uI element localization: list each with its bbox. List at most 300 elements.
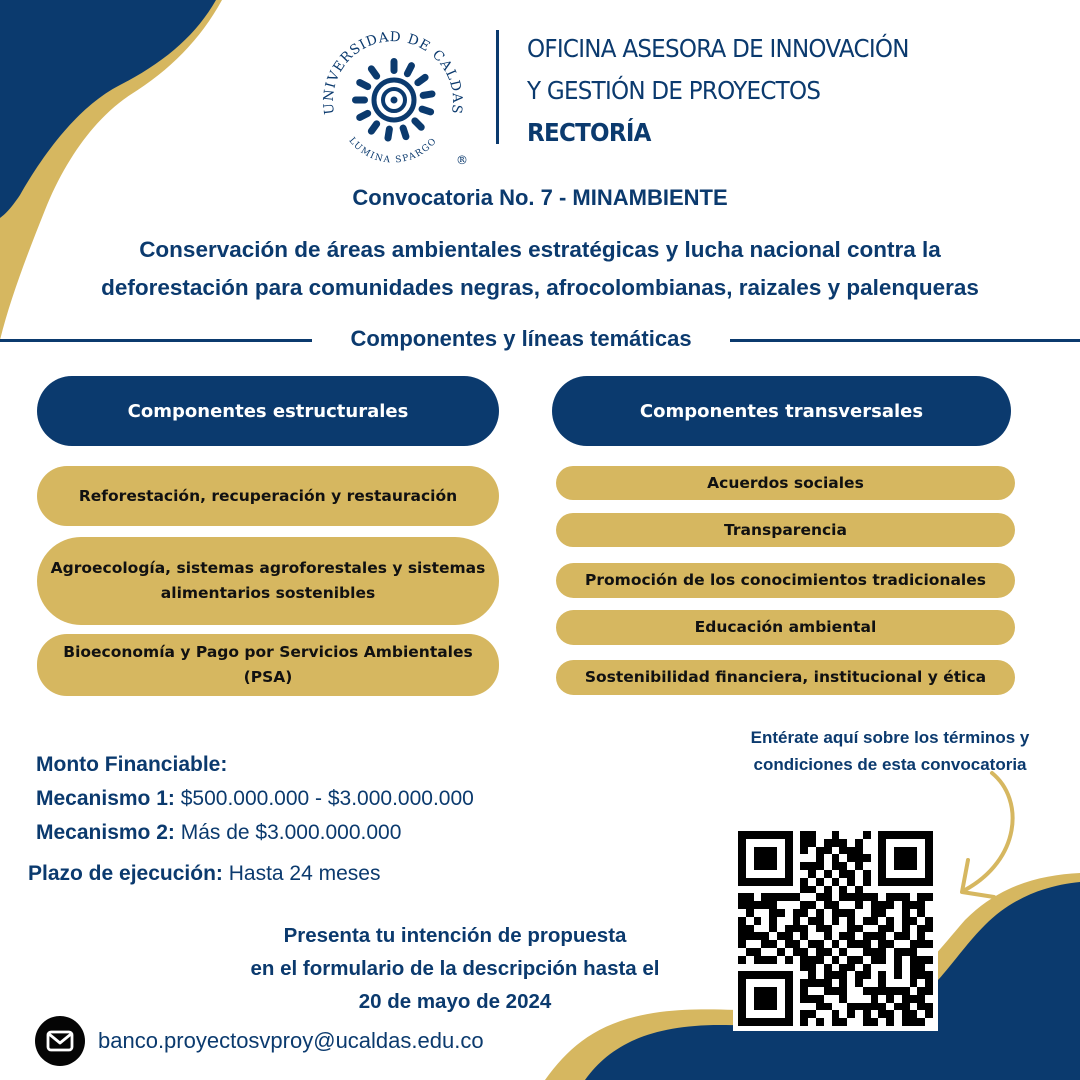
qr-module [847,893,855,901]
qr-module [746,987,754,995]
qr-module [746,862,754,870]
transversal-item-transparencia: Transparencia [556,513,1015,547]
qr-module [800,831,808,839]
qr-module [855,987,863,995]
qr-module [847,870,855,878]
qr-module [808,1018,816,1026]
qr-module [855,1010,863,1018]
qr-module [746,831,754,839]
qr-module [863,956,871,964]
qr-module [738,1018,746,1026]
qr-module [917,886,925,894]
qr-module [824,925,832,933]
qr-module [832,909,840,917]
qr-module [800,971,808,979]
qr-module [761,917,769,925]
qr-module [808,956,816,964]
execution-term [28,862,380,886]
qr-module [754,940,762,948]
qr-module [754,917,762,925]
qr-module [917,1018,925,1026]
qr-module [793,909,801,917]
qr-module [816,956,824,964]
qr-module [847,839,855,847]
qr-module [824,948,832,956]
qr-module [878,964,886,972]
qr-module [917,987,925,995]
contact-email-row[interactable] [35,1016,484,1066]
qr-module [785,854,793,862]
qr-module [855,940,863,948]
section-heading-label: Componentes y líneas temáticas [350,326,692,351]
qr-module [894,862,902,870]
qr-module [785,878,793,886]
qr-module [871,1018,879,1026]
qr-module [894,839,902,847]
contact-email-link[interactable]: banco.proyectosvproy@ucaldas.edu.co [98,1028,484,1053]
qr-module [738,886,746,894]
qr-module [785,987,793,995]
qr-module [910,839,918,847]
qr-module [871,971,879,979]
qr-module [832,1018,840,1026]
qr-module [754,854,762,862]
mechanism2-label: Mecanismo 2: [36,821,175,844]
qr-module [886,1010,894,1018]
qr-module [925,839,933,847]
funding-info [36,748,474,850]
qr-module [777,979,785,987]
qr-module [855,909,863,917]
qr-module [917,932,925,940]
qr-module [785,995,793,1003]
qr-module [871,956,879,964]
qr-module [816,878,824,886]
qr-module [863,987,871,995]
qr-module [769,839,777,847]
qr-module [800,862,808,870]
qr-module [839,948,847,956]
qr-module [855,1018,863,1026]
qr-module [910,971,918,979]
qr-module [816,971,824,979]
qr-module [917,909,925,917]
qr-module [754,956,762,964]
qr-module [855,979,863,987]
qr-module [761,886,769,894]
qr-module [824,893,832,901]
qr-module [855,948,863,956]
qr-module [832,839,840,847]
qr-module [894,1018,902,1026]
qr-module [925,886,933,894]
qr-module [777,847,785,855]
qr-module [871,862,879,870]
qr-module [761,956,769,964]
qr-module [910,940,918,948]
qr-module [886,1018,894,1026]
qr-module [886,917,894,925]
qr-module [902,886,910,894]
qr-module [746,948,754,956]
qr-module [808,909,816,917]
qr-module [754,901,762,909]
qr-module [754,925,762,933]
qr-module [785,870,793,878]
cta-line1: Presenta tu intención de propuesta [283,924,627,947]
qr-module [777,995,785,1003]
qr-module [738,956,746,964]
qr-module [754,847,762,855]
registered-mark: ® [456,153,468,167]
qr-module [871,886,879,894]
qr-code[interactable] [733,826,938,1031]
qr-module [871,987,879,995]
qr-module [855,831,863,839]
qr-module [777,839,785,847]
qr-module [863,893,871,901]
qr-module [855,964,863,972]
qr-module [816,1003,824,1011]
qr-module [832,948,840,956]
qr-module [910,987,918,995]
qr-module [863,886,871,894]
qr-module [886,870,894,878]
qr-module [847,987,855,995]
qr-module [816,847,824,855]
section-heading [0,326,1080,356]
qr-module [816,831,824,839]
qr-module [785,862,793,870]
transversal-item-educacion: Educación ambiental [556,610,1015,645]
qr-module [816,995,824,1003]
qr-module [800,1003,808,1011]
qr-module [902,862,910,870]
qr-module [910,909,918,917]
qr-module [910,893,918,901]
qr-module [785,901,793,909]
qr-module [855,878,863,886]
qr-module [855,886,863,894]
qr-module [925,917,933,925]
qr-module [761,893,769,901]
qr-module [746,1018,754,1026]
qr-module [855,854,863,862]
qr-module [808,971,816,979]
call-to-action [210,919,700,1018]
mechanism1-value: $500.000.000 - $3.000.000.000 [180,787,474,810]
qr-module [863,917,871,925]
qr-module [871,854,879,862]
qr-module [832,847,840,855]
qr-module [847,971,855,979]
qr-module [777,901,785,909]
qr-module [832,956,840,964]
qr-module [902,917,910,925]
qr-module [824,956,832,964]
qr-module [769,901,777,909]
qr-module [777,878,785,886]
qr-caption-line2: condiciones de esta convocatoria [753,755,1027,774]
qr-module [925,948,933,956]
qr-module [894,831,902,839]
qr-module [886,932,894,940]
qr-module [746,878,754,886]
qr-module [910,1003,918,1011]
qr-module [839,940,847,948]
qr-module [793,979,801,987]
qr-module [800,886,808,894]
qr-module [769,1010,777,1018]
qr-module [878,917,886,925]
qr-module [855,917,863,925]
qr-module [785,964,793,972]
qr-module [800,940,808,948]
qr-module [902,964,910,972]
qr-module [839,1018,847,1026]
qr-module [910,847,918,855]
qr-module [886,948,894,956]
qr-module [878,886,886,894]
qr-module [878,995,886,1003]
qr-module [917,995,925,1003]
qr-module [902,854,910,862]
qr-module [785,831,793,839]
qr-module [832,971,840,979]
qr-module [902,940,910,948]
qr-module [847,1003,855,1011]
qr-module [878,932,886,940]
qr-module [754,886,762,894]
qr-module [847,932,855,940]
qr-module [769,964,777,972]
qr-module [871,893,879,901]
qr-module [910,964,918,972]
qr-module [800,909,808,917]
qr-module [847,979,855,987]
qr-module [785,893,793,901]
qr-module [863,901,871,909]
qr-module [925,979,933,987]
qr-module [910,886,918,894]
qr-module [754,909,762,917]
qr-module [761,979,769,987]
qr-module [808,925,816,933]
transversal-components-header: Componentes transversales [552,376,1011,446]
mechanism1-label: Mecanismo 1: [36,787,175,810]
qr-module [777,862,785,870]
qr-module [800,893,808,901]
qr-module [793,995,801,1003]
qr-module [761,831,769,839]
qr-module [754,932,762,940]
qr-module [824,1010,832,1018]
qr-module [902,893,910,901]
qr-module [808,878,816,886]
qr-module [902,971,910,979]
qr-module [832,1003,840,1011]
qr-module [754,971,762,979]
qr-module [902,901,910,909]
qr-module [832,917,840,925]
qr-module [793,987,801,995]
qr-module [878,971,886,979]
qr-module [847,1018,855,1026]
qr-module [785,979,793,987]
qr-module [754,870,762,878]
qr-module [761,964,769,972]
qr-module [754,948,762,956]
qr-module [902,948,910,956]
qr-module [808,839,816,847]
qr-module [785,886,793,894]
qr-module [863,831,871,839]
qr-module [746,1003,754,1011]
qr-module [894,909,902,917]
qr-module [839,925,847,933]
qr-module [800,956,808,964]
qr-module [839,995,847,1003]
qr-module [769,956,777,964]
qr-module [839,886,847,894]
qr-module [902,878,910,886]
qr-module [847,956,855,964]
qr-module [839,847,847,855]
qr-module [855,932,863,940]
qr-module [917,956,925,964]
qr-module [769,909,777,917]
qr-module [800,854,808,862]
qr-module [871,964,879,972]
qr-module [746,886,754,894]
qr-module [824,909,832,917]
qr-module [800,870,808,878]
qr-module [839,971,847,979]
qr-module [777,987,785,995]
qr-module [910,925,918,933]
qr-module [761,839,769,847]
qr-module [746,995,754,1003]
qr-module [832,901,840,909]
qr-module [761,932,769,940]
qr-module [793,917,801,925]
qr-module [878,831,886,839]
qr-module [886,909,894,917]
qr-module [738,979,746,987]
qr-module [902,956,910,964]
qr-module [832,964,840,972]
qr-module [808,940,816,948]
qr-module [754,878,762,886]
qr-module [910,979,918,987]
qr-module [824,839,832,847]
qr-module [925,1003,933,1011]
qr-module [793,932,801,940]
qr-module [761,987,769,995]
qr-module [910,995,918,1003]
qr-module [917,1010,925,1018]
qr-module [793,956,801,964]
qr-module [777,948,785,956]
qr-module [839,909,847,917]
qr-module [871,831,879,839]
qr-module [871,940,879,948]
qr-module [769,987,777,995]
qr-module [738,995,746,1003]
qr-module [761,1018,769,1026]
qr-module [910,862,918,870]
qr-module [886,878,894,886]
qr-module [886,839,894,847]
qr-module [754,964,762,972]
qr-module [824,964,832,972]
qr-module [855,956,863,964]
qr-module [746,964,754,972]
qr-module [800,1018,808,1026]
qr-module [816,925,824,933]
qr-module [863,839,871,847]
qr-module [808,1003,816,1011]
qr-module [839,932,847,940]
qr-module [800,878,808,886]
qr-module [894,948,902,956]
qr-module [886,995,894,1003]
qr-module [878,847,886,855]
qr-module [800,995,808,1003]
qr-module [839,1003,847,1011]
qr-module [839,870,847,878]
qr-module [878,956,886,964]
qr-module [816,870,824,878]
qr-module [738,862,746,870]
qr-module [839,878,847,886]
qr-module [925,995,933,1003]
qr-module [777,831,785,839]
svg-text:LUMINA SPARGO [347,136,440,166]
qr-module [785,948,793,956]
qr-module [785,1003,793,1011]
heading-rule-left [0,339,312,342]
structural-item-reforestacion: Reforestación, recuperación y restauración [37,466,499,526]
qr-module [917,940,925,948]
qr-module [863,878,871,886]
qr-module [800,847,808,855]
qr-module [761,1003,769,1011]
structural-components-header: Componentes estructurales [37,376,499,446]
convocatoria-title: Convocatoria No. 7 - MINAMBIENTE [352,185,728,210]
qr-module [917,979,925,987]
qr-module [878,940,886,948]
qr-module [832,940,840,948]
qr-module [839,831,847,839]
qr-module [777,870,785,878]
qr-module [839,862,847,870]
qr-module [894,854,902,862]
qr-module [793,847,801,855]
qr-module [793,948,801,956]
qr-module [754,1003,762,1011]
qr-module [832,979,840,987]
qr-module [863,940,871,948]
qr-module [910,932,918,940]
qr-module [746,893,754,901]
qr-module [839,901,847,909]
qr-module [886,893,894,901]
qr-module [832,893,840,901]
qr-module [793,854,801,862]
qr-module [925,878,933,886]
qr-module [824,901,832,909]
